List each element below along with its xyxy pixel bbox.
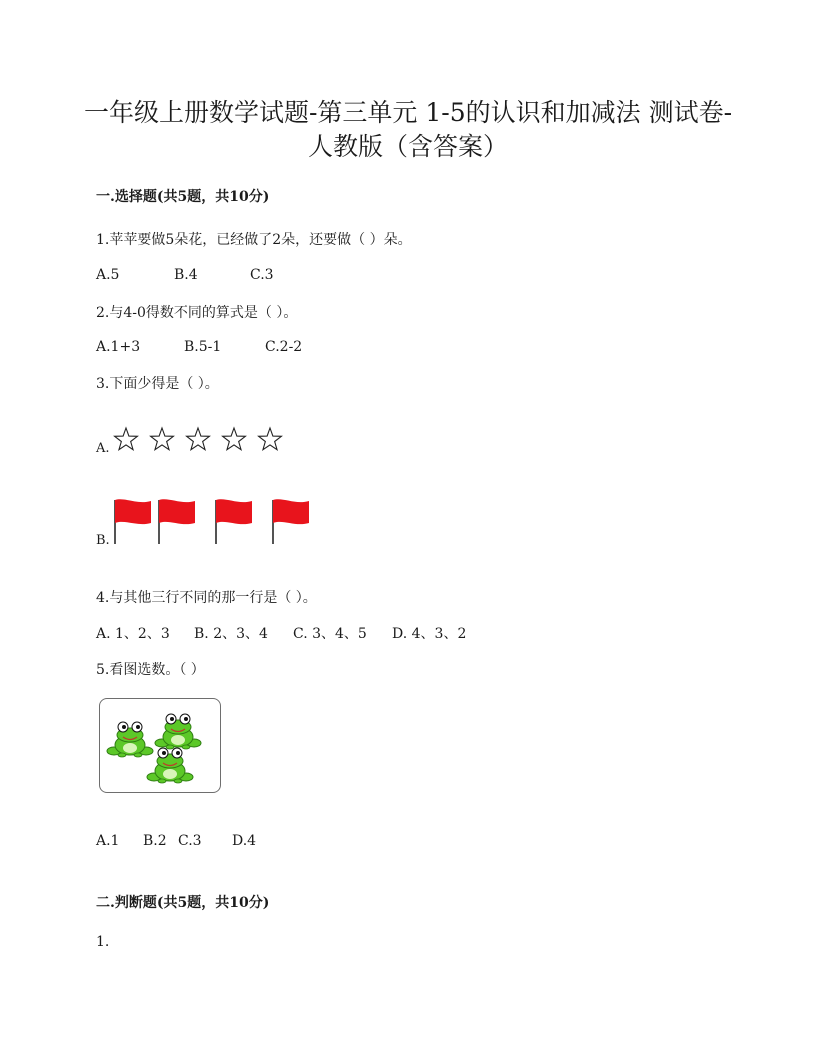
star-outline-icon xyxy=(187,428,210,450)
star-row-illustration xyxy=(113,426,291,454)
question-5-option-c: C.3 xyxy=(178,833,202,849)
frog-icon xyxy=(147,748,193,783)
frog-picture-box xyxy=(99,698,221,793)
red-flag-icon xyxy=(115,499,151,544)
question-2-text: 2.与4-0得数不同的算式是（ ）。 xyxy=(96,305,298,321)
red-flag-icon xyxy=(273,499,309,544)
question-5-option-d: D.4 xyxy=(232,833,257,849)
page-title-line-1: 一年级上册数学试题-第三单元 1-5的认识和加减法 测试卷- xyxy=(83,98,733,127)
question-4-option-a: A. 1、2、3 xyxy=(96,626,170,642)
star-outline-icon xyxy=(259,428,282,450)
question-1-option-b: B.4 xyxy=(174,267,198,283)
question-3-text: 3.下面少得是（ ）。 xyxy=(96,376,219,392)
red-flag-icon xyxy=(216,499,252,544)
question-4-text: 4.与其他三行不同的那一行是（ ）。 xyxy=(96,590,317,606)
question-1-option-c: C.3 xyxy=(250,267,274,283)
question-3-option-a: A. xyxy=(96,441,110,456)
section-2-item-1: 1. xyxy=(96,934,110,950)
question-3-option-b: B. xyxy=(96,533,110,548)
section-2-heading: 二.判断题(共5题，共10分) xyxy=(96,895,270,911)
flag-row-illustration xyxy=(112,498,317,546)
question-2-option-c: C.2-2 xyxy=(265,339,303,355)
question-1-text: 1.苹苹要做5朵花，已经做了2朵，还要做（ ）朵。 xyxy=(96,232,412,248)
question-5-text: 5.看图选数。（ ） xyxy=(96,662,205,678)
question-4-option-b: B. 2、3、4 xyxy=(194,626,268,642)
red-flag-icon xyxy=(159,499,195,544)
star-outline-icon xyxy=(115,428,138,450)
star-outline-icon xyxy=(223,428,246,450)
frog-icon xyxy=(107,722,153,757)
frog-icon xyxy=(155,714,201,749)
question-2-option-b: B.5-1 xyxy=(184,339,222,355)
question-1-option-a: A.5 xyxy=(96,267,120,283)
page-title-line-2: 人教版（含答案） xyxy=(307,132,508,161)
frog-illustration xyxy=(100,699,220,792)
star-outline-icon xyxy=(151,428,174,450)
question-5-option-a: A.1 xyxy=(96,833,120,849)
section-1-heading: 一.选择题(共5题，共10分) xyxy=(96,189,270,205)
question-4-option-d: D. 4、3、2 xyxy=(392,626,467,642)
question-5-option-b: B.2 xyxy=(143,833,167,849)
question-4-option-c: C. 3、4、5 xyxy=(293,626,367,642)
question-2-option-a: A.1+3 xyxy=(96,339,141,355)
